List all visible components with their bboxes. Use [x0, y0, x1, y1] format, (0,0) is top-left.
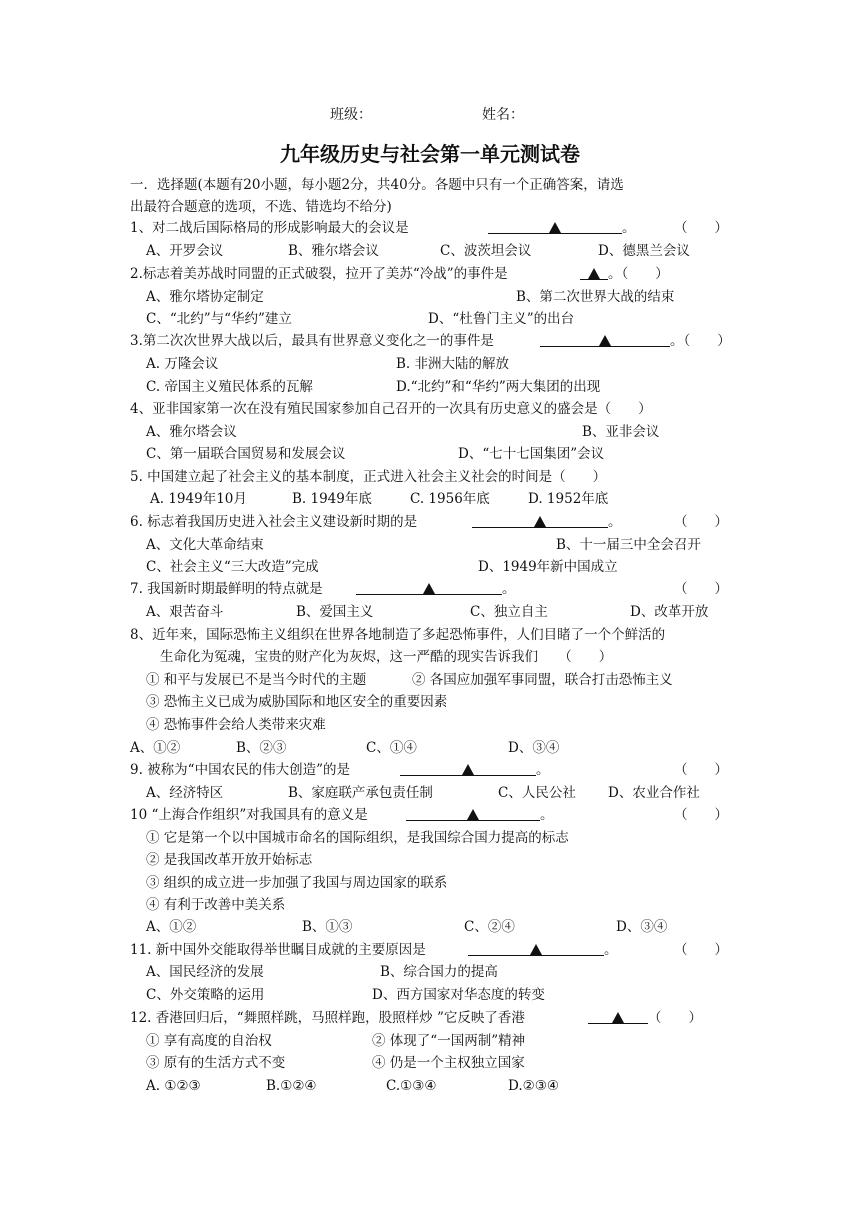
question-5	[0, 466, 860, 488]
statement: ④ 仍是一个主权独立国家	[372, 1055, 525, 1071]
answer-paren: （ ）	[674, 220, 728, 236]
option-b: B. 1949年底	[292, 491, 372, 507]
answer-blank[interactable]	[356, 578, 502, 595]
option-b: B、爱国主义	[296, 604, 374, 620]
option-d: D、③④	[508, 740, 560, 756]
option-a: A. 1949年10月	[150, 491, 247, 507]
question-10-statements-2	[0, 849, 860, 871]
question-stem: 5. 中国建立起了社会主义的基本制度，正式进入社会主义社会的时间是（ ）	[130, 469, 607, 485]
question-8-options	[0, 737, 860, 759]
page-title: 九年级历史与社会第一单元测试卷	[280, 142, 580, 166]
option-b: B、亚非会议	[582, 424, 660, 440]
option-b: B、家庭联产承包责任制	[288, 785, 433, 801]
answer-blank[interactable]	[540, 330, 670, 347]
question-4	[0, 398, 860, 420]
question-11-options-1	[0, 961, 860, 983]
option-a: A. ①②③	[146, 1078, 201, 1094]
option-c: C、外交策略的运用	[146, 987, 265, 1003]
question-3-options-2	[0, 376, 860, 398]
answer-blank[interactable]	[468, 939, 604, 956]
question-10: 10 “上海合作组织”对我国具有的意义是 。 （ ）	[0, 804, 860, 826]
triangle-icon	[599, 335, 611, 346]
option-d: D、德黑兰会议	[598, 243, 690, 259]
question-6-options-2	[0, 556, 860, 578]
option-a: A、①②	[130, 740, 181, 756]
option-a: A、①②	[146, 919, 197, 935]
statement: ② 是我国改革开放开始标志	[146, 852, 313, 868]
intro-line-2: 出最符合题意的选项，不选、错选均不给分)	[130, 199, 392, 215]
option-b: B、雅尔塔会议	[288, 243, 379, 259]
option-d: D、农业合作社	[608, 785, 700, 801]
option-c: C. 帝国主义殖民体系的瓦解	[146, 379, 313, 395]
triangle-icon	[423, 583, 435, 594]
statement: ① 享有高度的自治权	[146, 1033, 272, 1049]
answer-paren: （ ）	[674, 942, 728, 958]
option-b: B、②③	[236, 740, 287, 756]
option-d: D. 1952年底	[528, 491, 609, 507]
option-b: B、第二次世界大战的结束	[516, 289, 675, 305]
question-2: 2.标志着美苏战时同盟的正式破裂，拉开了美苏“冷战”的事件是 。（ ）	[0, 263, 860, 285]
question-stem: 3.第二次次世界大战以后，最具有世界意义变化之一的事件是	[130, 333, 494, 349]
question-1-options	[0, 240, 860, 262]
option-d: D、改革开放	[630, 604, 709, 620]
statement: ③ 原有的生活方式不变	[146, 1055, 286, 1071]
question-8	[0, 624, 860, 646]
option-d: D、“杜鲁门主义”的出台	[428, 311, 575, 327]
question-10-statements-3	[0, 872, 860, 894]
triangle-icon	[612, 1012, 624, 1023]
question-7: 7. 我国新时期最鲜明的特点就是 。 （ ）	[0, 578, 860, 600]
triangle-icon	[588, 268, 600, 279]
answer-blank[interactable]	[400, 759, 536, 776]
option-a: A、经济特区	[146, 785, 224, 801]
answer-blank[interactable]	[588, 1007, 648, 1024]
triangle-icon	[534, 516, 546, 527]
option-b: B、十一届三中全会召开	[556, 537, 701, 553]
question-12: 12. 香港回归后，“舞照样跳，马照样跑，股照样炒 ”它反映了香港 （ ）	[0, 1007, 860, 1029]
statement: ② 各国应加强军事同盟，联合打击恐怖主义	[412, 672, 673, 688]
statement: ④ 恐怖事件会给人类带来灾难	[146, 717, 326, 733]
option-a: A、国民经济的发展	[146, 964, 264, 980]
option-b: B、①③	[302, 919, 353, 935]
option-a: A、艰苦奋斗	[146, 604, 224, 620]
question-11: 11. 新中国外交能取得举世瞩目成就的主要原因是 。 （ ）	[0, 939, 860, 961]
statement: ③ 组织的成立进一步加强了我国与周边国家的联系	[146, 875, 448, 891]
option-c: C. 1956年底	[410, 491, 490, 507]
statement: ① 它是第一个以中国城市命名的国际组织，是我国综合国力提高的标志	[146, 830, 569, 846]
option-a: A、雅尔塔协定制定	[146, 289, 264, 305]
name-label: 姓名：	[482, 107, 524, 123]
option-c: C、社会主义“三大改造”完成	[146, 559, 319, 575]
question-7-options	[0, 601, 860, 623]
option-d: D.②③④	[508, 1078, 559, 1094]
statement: ③ 恐怖主义已成为威胁国际和地区安全的重要因素	[146, 694, 448, 710]
option-c: C、①④	[366, 740, 417, 756]
option-c: C.①③④	[386, 1078, 437, 1094]
option-c: C、人民公社	[498, 785, 576, 801]
question-2-options-2	[0, 308, 860, 330]
question-5-options	[0, 488, 860, 510]
question-10-statements-4	[0, 894, 860, 916]
option-b: B. 非洲大陆的解放	[396, 356, 510, 372]
question-3: 3.第二次次世界大战以后，最具有世界意义变化之一的事件是 。（ ）	[0, 330, 860, 352]
question-8-statements-1	[0, 669, 860, 691]
question-11-options-2	[0, 984, 860, 1006]
question-stem: 10 “上海合作组织”对我国具有的意义是	[130, 807, 368, 823]
option-a: A、开罗会议	[146, 243, 224, 259]
answer-blank[interactable]	[406, 804, 540, 821]
option-a: A、文化大革命结束	[146, 537, 264, 553]
statement: ② 体现了“一国两制”精神	[372, 1033, 526, 1049]
option-c: C、“北约”与“华约”建立	[146, 311, 292, 327]
option-c: C、波茨坦会议	[440, 243, 532, 259]
option-a: A. 万隆会议	[146, 356, 219, 372]
answer-blank[interactable]	[488, 217, 622, 234]
question-1: 1、对二战后国际格局的形成影响最大的会议是 。 （ ）	[0, 217, 860, 239]
class-label: 班级：	[330, 107, 372, 123]
question-6-options-1	[0, 534, 860, 556]
option-b: B.①②④	[266, 1078, 317, 1094]
question-8-statements-2	[0, 691, 860, 713]
question-4-options-1	[0, 421, 860, 443]
question-stem: 1、对二战后国际格局的形成影响最大的会议是	[130, 220, 409, 236]
question-stem: 6. 标志着我国历史进入社会主义建设新时期的是	[130, 514, 418, 530]
answer-paren: （ ）	[674, 762, 728, 778]
question-9: 9. 被称为“中国农民的伟大创造”的是 。 （ ）	[0, 759, 860, 781]
option-b: B、综合国力的提高	[380, 964, 498, 980]
answer-paren: （ ）	[674, 514, 728, 530]
statement: ① 和平与发展已不是当今时代的主题	[146, 672, 367, 688]
triangle-icon	[549, 222, 561, 233]
triangle-icon	[530, 944, 542, 955]
option-d: D、“七十七国集团”会议	[458, 446, 605, 462]
question-6: 6. 标志着我国历史进入社会主义建设新时期的是 。 （ ）	[0, 511, 860, 533]
question-12-statements-1	[0, 1030, 860, 1052]
question-8-statements-3	[0, 714, 860, 736]
intro-line-1: 一．选择题(本题有20小题，每小题2分，共40分。各题中只有一个正确答案，请选	[130, 177, 624, 193]
question-stem: 12. 香港回归后，“舞照样跳，马照样跑，股照样炒 ”它反映了香港	[130, 1010, 525, 1026]
answer-blank[interactable]	[472, 511, 608, 528]
option-d: D.“北约”和“华约”两大集团的出现	[396, 379, 601, 395]
question-3-options-1	[0, 353, 860, 375]
question-10-statements-1	[0, 827, 860, 849]
question-stem: 4、亚非国家第一次在没有殖民国家参加自己召开的一次具有历史意义的盛会是（ ）	[130, 401, 652, 417]
option-c: C、②④	[464, 919, 515, 935]
question-stem: 11. 新中国外交能取得举世瞩目成就的主要原因是	[130, 942, 426, 958]
answer-blank[interactable]	[580, 263, 608, 280]
question-4-options-2	[0, 443, 860, 465]
option-d: D、1949年新中国成立	[478, 559, 618, 575]
question-9-options	[0, 782, 860, 804]
question-stem: 2.标志着美苏战时同盟的正式破裂，拉开了美苏“冷战”的事件是	[130, 266, 508, 282]
statement: ④ 有利于改善中美关系	[146, 897, 286, 913]
option-c: C、独立自主	[470, 604, 548, 620]
header-row	[0, 104, 860, 126]
question-8-cont: 生命化为冤魂，宝贵的财产化为灰烬，这一严酷的现实告诉我们 （ ）	[160, 649, 613, 665]
question-stem: 7. 我国新时期最鲜明的特点就是	[130, 581, 323, 597]
option-a: A、雅尔塔会议	[146, 424, 237, 440]
question-12-options	[0, 1075, 860, 1097]
answer-paren: （ ）	[674, 581, 728, 597]
triangle-icon	[467, 809, 479, 820]
question-10-options	[0, 916, 860, 938]
question-stem: 9. 被称为“中国农民的伟大创造”的是	[130, 762, 350, 778]
triangle-icon	[462, 764, 474, 775]
option-d: D、③④	[616, 919, 668, 935]
option-c: C、第一届联合国贸易和发展会议	[146, 446, 346, 462]
option-d: D、西方国家对华态度的转变	[372, 987, 545, 1003]
answer-paren: （ ）	[674, 807, 728, 823]
question-stem: 8、近年来，国际恐怖主义组织在世界各地制造了多起恐怖事件，人们目睹了一个个鲜活的	[130, 627, 666, 643]
question-2-options-1	[0, 286, 860, 308]
question-12-statements-2	[0, 1052, 860, 1074]
